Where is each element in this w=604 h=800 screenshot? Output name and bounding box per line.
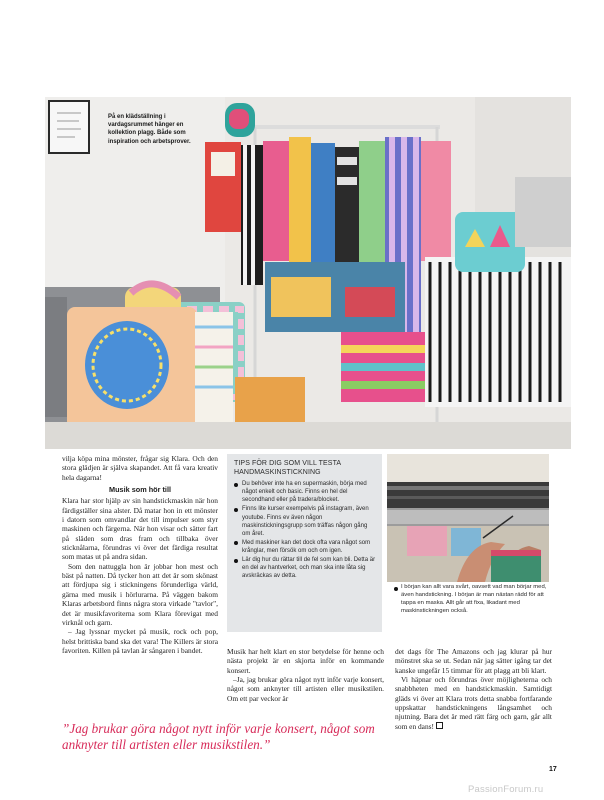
tips-list-item: Du behöver inte ha en supermaskin, börja med något enkelt och basic. Finns en hel del secondhand eller på tradera/blocket.: [234, 480, 376, 504]
photo-caption: På en klädställning i vardagsrummet hänger en kollektion plagg. Både som inspiration och arbetsprover.: [108, 114, 191, 145]
knitting-machine-photo: [387, 454, 549, 582]
subheading: Musik som hör till: [108, 485, 172, 495]
article-paragraph: Musik har helt klart en stor betydelse för henne och nästa projekt är en skjorta inför en kommande konsert.: [227, 647, 384, 675]
tips-list-item: Finns lite kurser exempelvis på instagram, även youtube. Finns ev även någon maskinstickningsgrupp som träffas någon gång om året.: [234, 505, 376, 537]
main-photo-illustration: [45, 97, 571, 449]
bullet-icon: [234, 508, 238, 512]
bullet-icon: [394, 587, 398, 591]
end-mark-icon: [436, 722, 443, 729]
article-column-1: [62, 454, 218, 655]
bullet-icon: [234, 541, 238, 545]
tips-box: [227, 454, 382, 632]
article-paragraph: Som den nattuggla hon är jobbar hon mest och bäst på natten. Då tycker hon att det är som skönast att fördjupa sig i stickningens förunderliga värld, gärna med musik i hörlurarna. På väggen bakom Klaras arbetsbord finns några stora virkade "tavlor", det är musikfavoriterna som Klara förevigat med virknål och garn.: [62, 561, 218, 627]
article-paragraph: Klara har stor hjälp av sin handstickmaskin när hon färdigställer sina alster. Då matar hon in ett mönster i datorn som omvandlar det till impulser som styr maskinen och färgerna. När hon visar och sätter fart på släden som dras fram och tillbaka över sticknålarna, förundras vi över det färdiga resultat som matas ut på andra sidan.: [62, 496, 218, 562]
bullet-icon: [234, 559, 238, 563]
bullet-icon: [234, 483, 238, 487]
article-paragraph: – Jag lyssnar mycket på musik, rock och pop, helst brittiska band ska det vara! The Killers är stora favoriten. Killen på tavlan är sångaren i bandet.: [62, 627, 218, 655]
knitting-photo-caption: I början kan allt vara svårt, oavsett vad man börjar med, även handstickning. I början är man nästan rädd för att tappa en maska. Allt går att fixa, likadant med maskinstickningen också.: [394, 584, 554, 616]
article-paragraph: –Ja, jag brukar göra något nytt inför varje konsert, något som anknyter till artisten eller musikstilen. Om ett par veckor är: [227, 675, 384, 703]
article-paragraph: vilja köpa mina mönster, frågar sig Klara. Och den stora glädjen är själva skapandet. Att få vara kreativ hela dagarna!: [62, 454, 218, 482]
article-paragraph: Vi häpnar och förundras över möjligheterna och snabbheten med en handstickmaskin. Samtidigt gläds vi över att Klara trots detta snabba fortfarande uppskattar handstickningens långsamhet och njutning. Bara det är med rätt färg och garn, går allt som en dans!: [395, 675, 552, 731]
watermark: PassionForum.ru: [468, 784, 544, 795]
article-paragraph: det dags för The Amazons och jag klurar på hur mönstret ska se ut. Sedan när jag sätter igång tar det kanske ungefär 15 timmar för att plagg att bli klart.: [395, 647, 552, 675]
tips-list-item: Lär dig hur du rättar till de fel som kan bli. Detta är en del av hantverket, och man ska inte låta sig avskräckas av detta.: [234, 556, 376, 580]
article-column-3: [395, 647, 552, 731]
pull-quote: ”Jag brukar göra något nytt inför varje konsert, något som anknyter till artisten eller musikstilen.”: [62, 721, 375, 752]
tips-title: TIPS FÖR DIG SOM VILL TESTA HANDMASKINSTICKNING: [234, 460, 341, 476]
knitting-machine-illustration: [387, 454, 549, 582]
page-number: 17: [549, 766, 557, 773]
article-column-2: [227, 647, 384, 703]
tips-list-item: Med maskiner kan det dock ofta vara något som krånglar, men försök om och om igen.: [234, 539, 376, 555]
tips-list: [234, 480, 376, 580]
main-photo: [45, 97, 571, 449]
